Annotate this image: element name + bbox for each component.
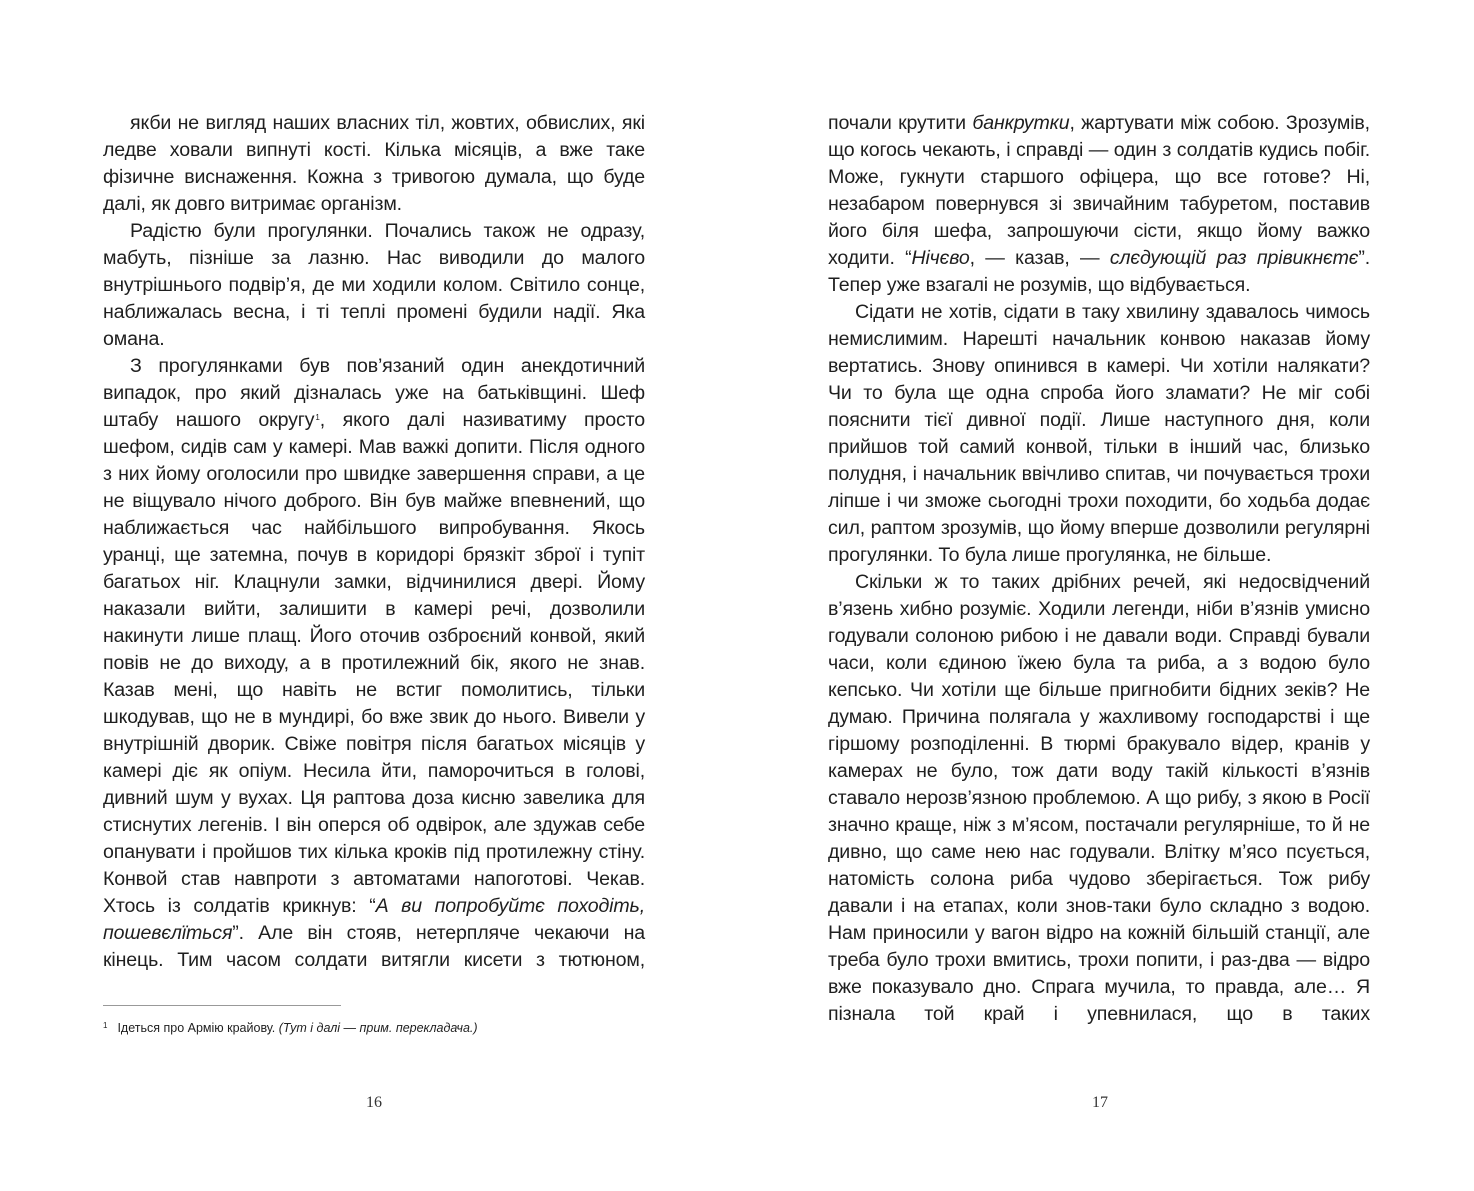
footnote-reference: 1 xyxy=(315,413,320,422)
text-segment: Радістю були прогулянки. Почались також не одразу, мабуть, пізніше за лазню. Нас виводили до малого внутрішнього подвір’я, де ми ходили колом. Світило сонце, наближалась весна, і ті теплі промені будили надії. Яка омана. xyxy=(103,220,645,350)
paragraph xyxy=(828,299,1370,569)
text-segment: З прогулянками був пов’язаний один анекдотичний випадок, про який дізналась уже на батьківщині. Шеф штабу нашого округу xyxy=(103,355,645,431)
text-segment: Сідати не хотів, сідати в таку хвилину здавалось чимось немислимим. Нарешті начальник конвою наказав йому вертатись. Знову опинився в камері. Чи хотіли налякати? Чи то була ще одна спроба його зламати? Не міг собі пояснити тієї дивної події. Лише наступного дня, коли прийшов той самий конвой, тільки в інший час, близько полудня, і начальник ввічливо спитав, чи почувається трохи ліпше і чи зможе сьогодні трохи походити, бо ходьба додає сил, раптом зрозумів, що йому вперше дозволили регулярні прогулянки. То була лише прогулянка, не більше. xyxy=(828,301,1370,566)
paragraph xyxy=(103,110,645,218)
page-number-left: 16 xyxy=(366,1094,382,1111)
right-page xyxy=(737,0,1474,1191)
italic-text-segment: (Тут і далі — прим. перекладача.) xyxy=(278,1021,478,1035)
text-segment: , жартувати між собою. Зрозумів, що когось чекають, і справді — один з солдатів кудись побіг. Може, гукнути старшого офіцера, що все готове? Ні, незабаром повернувся зі звичайним табуретом, поставив його біля шефа, запрошуючи сісти, якщо йому важко ходити. “ xyxy=(828,112,1370,269)
footnote-divider xyxy=(103,1005,341,1006)
text-segment: Скільки ж то таких дрібних речей, які недосвідчений в’язень хибно розуміє. Ходили легенди, ніби в’язнів умисно годували солоною рибою і не давали води. Справді бували часи, коли єдиною їжею була та риба, а з водою було кепсько. Чи хотіли ще більше пригнобити бідних зеків? Не думаю. Причина полягала у жахливому господарстві і ще гіршому розподіленні. В тюрмі бракувало відер, кранів у камерах не було, тож дати воду такій кількості в’язнів ставало нерозв’язною проблемою. А що рибу, з якою в Росії значно краще, ніж з м’ясом, постачали регулярніше, то й не дивно, що саме нею нас годували. Влітку м’ясо псується, натомість солона риба чудово зберігається. Тож рибу давали і на етапах, коли знов-таки було складно з водою. Нам приносили у вагон відро на кожній більшій станції, але треба було трохи вмитись, трохи попити, і раз-два — відро вже показувало дно. Спрага мучила, то правда, але… Я пізнала той край і упевнилася, що в таких xyxy=(828,571,1370,1025)
italic-text-segment: банкрутки xyxy=(972,112,1070,134)
footnote xyxy=(103,1018,663,1036)
text-segment: почали крутити xyxy=(828,112,973,134)
text-segment: , якого далі називатиму просто шефом, сидів сам у камері. Мав важкі допити. Після одного з них йому оголосили про швидке завершення справи, а це не віщувало нічого доброго. Він був майже впевнений, що наближається час найбільшого випробування. Якось уранці, ще затемна, почув в коридорі брязкіт зброї і тупіт багатьох ніг. Клацнули замки, відчинилися двері. Йому наказали вийти, залишити в камері речі, дозволили накинути лише плащ. Його оточив озброєний конвой, який повів не до виходу, а в протилежний бік, якого не знав. Казав мені, що навіть не встиг помолитись, тільки шкодував, що не в мундирі, бо вже звик до нього. Вивели у внутрішній дворик. Свіже повітря після багатьох місяців у камері діє як опіум. Несила йти, паморочиться в голові, дивний шум у вухах. Ця раптова доза кисню завелика для стиснутих легенів. І він оперся об одвірок, але здужав себе опанувати і пройшов тих кілька кроків під протилежну стіну. Конвой став навпроти з автоматами напоготові. Чекав. Хтось із солдатів крикнув: “ xyxy=(103,409,645,917)
text-segment: якби не вигляд наших власних тіл, жовтих, обвислих, які ледве ховали випнуті кості. Кілька місяців, а вже таке фізичне виснаження. Кожна з тривогою думала, що буде далі, як довго витримає організм. xyxy=(103,112,645,215)
page-number-right: 17 xyxy=(1092,1094,1108,1111)
italic-text-segment: слєдующій раз прівикнєтє xyxy=(1109,247,1359,269)
italic-text-segment: А ви попробуйтє походіть, пошевєлїться xyxy=(103,895,646,944)
paragraph xyxy=(103,218,645,353)
italic-text-segment: Нічєво xyxy=(911,247,970,269)
paragraph xyxy=(103,353,645,974)
paragraph xyxy=(828,110,1370,299)
text-segment: ”. Але він стояв, нетерпляче чекаючи на кінець. Тим часом солдати витягли кисети з тютюном, xyxy=(103,922,645,971)
footnote-number: 1 xyxy=(103,1021,108,1030)
paragraph xyxy=(828,569,1370,1028)
text-segment: ”. Тепер уже взагалі не розумів, що відбувається. xyxy=(828,247,1370,296)
right-body-text xyxy=(828,110,1370,1028)
text-segment: Ідеться про Армію крайову. xyxy=(117,1021,279,1035)
left-body-text xyxy=(103,110,645,974)
text-segment: , — казав, — xyxy=(969,247,1110,269)
